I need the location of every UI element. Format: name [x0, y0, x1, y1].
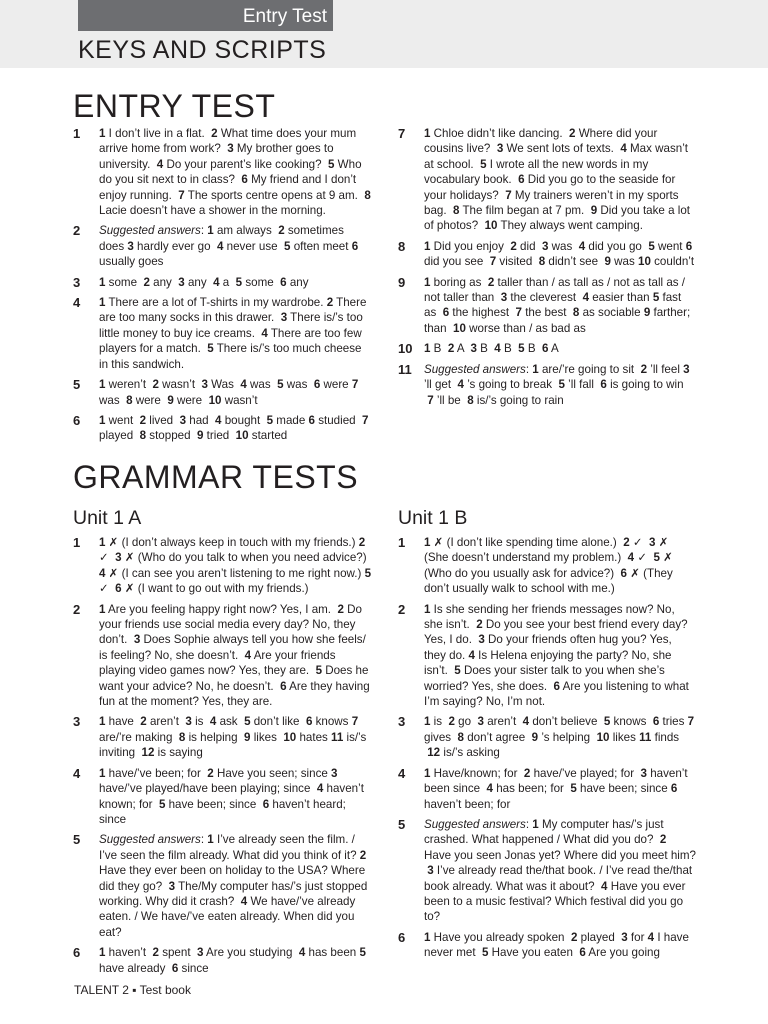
section-tab-label: Entry Test	[242, 6, 327, 27]
question-number: 2	[73, 601, 81, 617]
question-number: 1	[73, 535, 81, 550]
answer-item	[398, 817, 696, 925]
answer-item	[398, 602, 696, 710]
answer-text: 1 I don’t live in a flat. 2 What time does your mum arrive home from work? 3 My brother goes to university. 4 Do your parent’s like cooking? 5 Who do you sit next to in class? 6 My friend and I don’t enjoy running. 7 The sports centre opens at 9 am. 8 Lacie doesn’t have a shower in the morning.	[99, 127, 371, 218]
answer-item	[398, 362, 696, 408]
question-number: 3	[73, 714, 81, 730]
question-number: 6	[398, 929, 406, 945]
answer-item	[73, 945, 371, 976]
answer-text: 1 B 2 A 3 B 4 B 5 B 6 A	[424, 342, 559, 356]
entry-test-right-column	[398, 126, 696, 413]
question-number: 5	[73, 377, 81, 393]
question-number: 5	[398, 816, 406, 832]
answer-item	[398, 275, 696, 337]
answer-item	[73, 295, 371, 372]
unit-1b-heading: Unit 1 B	[398, 507, 468, 529]
question-number: 4	[398, 765, 406, 781]
answer-text: 1 Chloe didn’t like dancing. 2 Where did your cousins live? 3 We sent lots of texts. 4 Max wasn’t at school. 5 I wrote all the new words in my vocabulary book. 6 Did you go to the seaside for your holidays? 7 My trainers weren’t in my sports bag. 8 The film began at 7 pm. 9 Did you take a lot of photos? 10 They always went camping.	[424, 127, 690, 233]
question-number: 5	[73, 832, 81, 848]
answer-text: 1 haven’t 2 spent 3 Are you studying 4 has been 5 have already 6 since	[99, 946, 366, 975]
answer-item	[73, 602, 371, 710]
answer-item	[398, 766, 696, 812]
question-number: 11	[398, 361, 412, 377]
answer-text: 1 went 2 lived 3 had 4 bought 5 made 6 studied 7 played 8 stopped 9 tried 10 started	[99, 413, 369, 443]
answer-text: 1 There are a lot of T-shirts in my wardrobe. 2 There are too many socks in this drawer. 3 There is/’s too little money to buy ice creams. 4 There are too few players for a match. 5 There is/’s too much cheese in this sandwich.	[99, 296, 367, 371]
page-section-title: KEYS AND SCRIPTS	[78, 36, 327, 64]
answer-item	[398, 239, 696, 270]
question-number: 6	[73, 412, 81, 428]
answer-item	[398, 535, 696, 597]
question-number: 4	[73, 765, 81, 781]
answer-text: Suggested answers: 1 are/’re going to sit 2 ’ll feel 3 ’ll get 4 ’s going to break 5 ’ll fall 6 is going to win 7 ’ll be 8 is/’s going to rain	[424, 362, 690, 407]
answer-text: 1 ✗ (I don’t like spending time alone.) 2 ✓ 3 ✗ (She doesn’t understand my problem.) 4 ✓ 5 ✗ (Who do you usually ask for advice?) 6 ✗ (They don’t usually walk to school with me.)	[424, 536, 673, 596]
answer-text: 1 have/’ve been; for 2 Have you seen; since 3 have/’ve played/have been playing; since 4 haven’t known; for 5 have been; since 6 haven’t heard; since	[99, 766, 364, 826]
answer-text: Suggested answers: 1 I’ve already seen the film. / I’ve seen the film already. What did you think of it? 2 Have they ever been on holiday to the USA? Where did they go? 3 The/My computer has/’s just stopped working. Why did it crash? 4 We have/’ve already eaten. / We have/’ve eaten already. When did you eat?	[99, 833, 368, 939]
answer-item	[73, 832, 371, 940]
answer-text: 1 Are you feeling happy right now? Yes, I am. 2 Do your friends use social media every day? No, they don’t. 3 Does Sophie always tell you how she feels/ is feeling? No, she doesn’t. 4 Are your friends playing video games now? Yes, they are. 5 Does he want your advice? No, he doesn’t. 6 Are they having fun at the moment? Yes, they are.	[99, 602, 370, 709]
answer-item	[73, 766, 371, 828]
grammar-tests-heading: GRAMMAR TESTS	[73, 459, 359, 495]
question-number: 6	[73, 945, 81, 961]
answer-item	[73, 377, 371, 408]
answer-item	[398, 930, 696, 961]
answer-item	[73, 714, 371, 760]
answer-item	[398, 126, 696, 234]
question-number: 3	[73, 274, 81, 290]
question-number: 4	[73, 295, 81, 311]
answer-text: Suggested answers: 1 My computer has/’s just crashed. What happened / What did you do? 2 Have you seen Jonas yet? Where did you meet him? 3 I’ve already read the/that book. / I’ve read the/that book already. What was it about? 4 Have you ever been to a music festival? Which festival did you go to?	[424, 817, 696, 924]
answer-text: 1 Have you already spoken 2 played 3 for 4 I have never met 5 Have you eaten 6 Are you going	[424, 930, 689, 960]
answer-text: 1 boring as 2 taller than / as tall as / not as tall as / not taller than 3 the cleverest 4 easier than 5 fast as 6 the highest 7 the best 8 as sociable 9 farther; than 10 worse than / as bad as	[424, 275, 691, 335]
answer-text: Suggested answers: 1 am always 2 sometimes does 3 hardly ever go 4 never use 5 often meet 6 usually goes	[99, 224, 359, 269]
answer-item	[73, 275, 371, 290]
answer-text: 1 weren’t 2 wasn’t 3 Was 4 was 5 was 6 were 7 was 8 were 9 were 10 wasn’t	[99, 378, 359, 407]
answer-item	[73, 223, 371, 269]
section-tab	[78, 0, 333, 31]
page-footer: TALENT 2 ▪ Test book	[74, 983, 191, 997]
entry-test-left-column	[73, 126, 371, 449]
question-number: 1	[398, 535, 406, 550]
question-number: 1	[73, 126, 81, 141]
answer-text: 1 have 2 aren’t 3 is 4 ask 5 don’t like 6 knows 7 are/’re making 8 is helping 9 likes 10 hates 11 is/’s inviting 12 is saying	[99, 715, 367, 760]
answer-text: 1 Have/known; for 2 have/’ve played; for 3 haven’t been since 4 has been; for 5 have been; since 6 haven’t been; for	[424, 766, 688, 811]
answer-item	[398, 714, 696, 760]
answer-item	[73, 413, 371, 444]
question-number: 2	[398, 601, 406, 617]
unit-1b-column	[398, 535, 696, 966]
answer-item	[73, 126, 371, 218]
question-number: 7	[398, 126, 406, 141]
question-number: 9	[398, 274, 406, 290]
question-number: 8	[398, 238, 406, 254]
answer-text: 1 Is she sending her friends messages now? No, she isn’t. 2 Do you see your best friend every day? Yes, I do. 3 Do your friends often hug you? Yes, they do. 4 Is Helena enjoying the party? No, she isn’t. 5 Does your sister talk to you when she’s worried? Yes, she does. 6 Are you listening to what I’m saying? No, I’m not.	[424, 602, 689, 709]
unit-1a-heading: Unit 1 A	[73, 507, 142, 529]
answer-text: 1 some 2 any 3 any 4 a 5 some 6 any	[99, 275, 309, 289]
answer-text: 1 is 2 go 3 aren’t 4 don’t believe 5 knows 6 tries 7 gives 8 don’t agree 9 ’s helping 10 likes 11 finds 12 is/’s asking	[424, 715, 695, 760]
entry-test-heading: ENTRY TEST	[73, 88, 276, 124]
question-number: 2	[73, 223, 81, 239]
question-number: 10	[398, 341, 413, 357]
answer-text: 1 ✗ (I don’t always keep in touch with my friends.) 2 ✓ 3 ✗ (Who do you talk to when you need advice?) 4 ✗ (I can see you aren’t listening to me right now.) 5 ✓ 6 ✗ (I want to go out with my friends.)	[99, 536, 372, 596]
answer-item	[73, 535, 371, 597]
answer-item	[398, 341, 696, 356]
question-number: 3	[398, 714, 406, 730]
unit-1a-column	[73, 535, 371, 981]
answer-text: 1 Did you enjoy 2 did 3 was 4 did you go 5 went 6 did you see 7 visited 8 didn’t see 9 was 10 couldn’t	[424, 239, 695, 269]
